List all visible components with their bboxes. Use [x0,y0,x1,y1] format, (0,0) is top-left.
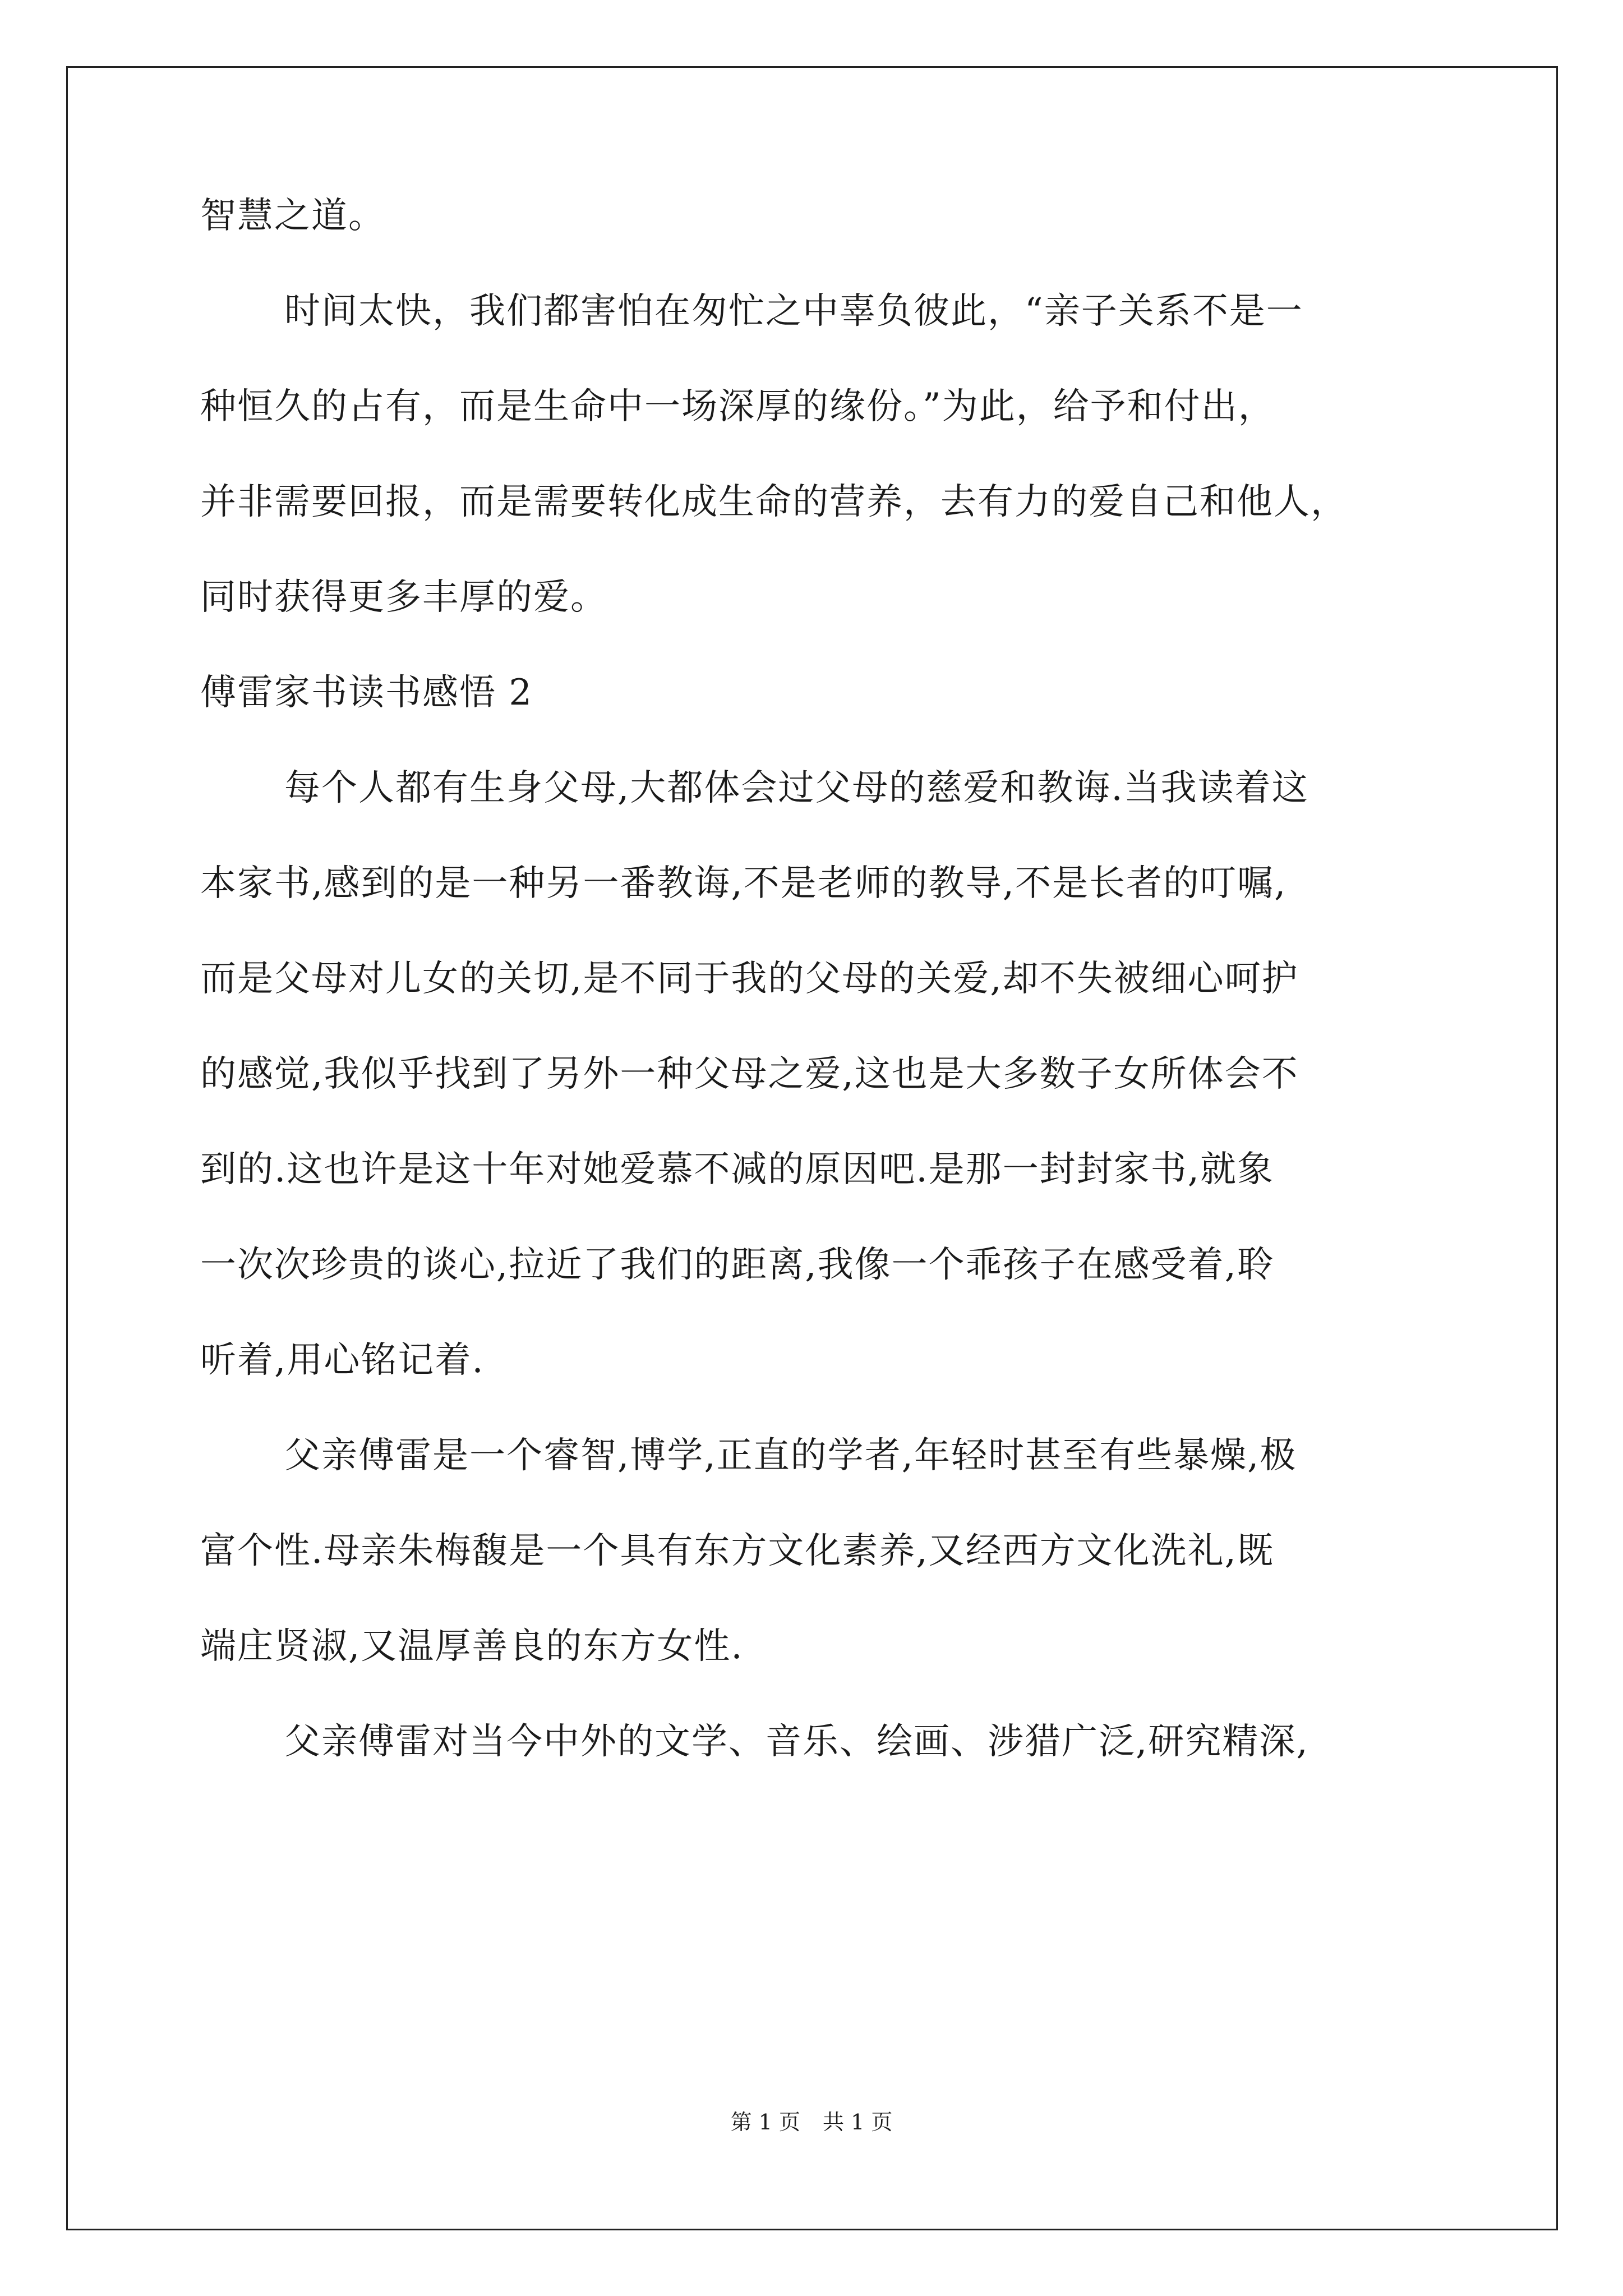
paragraph-line: 富个性.母亲朱梅馥是一个具有东方文化素养,又经西方文化洗礼,既 [200,1530,1275,1572]
paragraph-line: 本家书,感到的是一种另一番教诲,不是老师的教导,不是长者的叮嘱, [200,863,1287,904]
paragraph-line: 父亲傅雷是一个睿智,博学,正直的学者,年轻时甚至有些暴燥,极 [284,1435,1297,1476]
page-total: 共 1 页 [823,2110,893,2134]
paragraph-line: 每个人都有生身父母,大都体会过父母的慈爱和教诲.当我读着这 [284,767,1309,809]
paragraph-line: 智慧之道。 [200,195,385,237]
paragraph-line: 的感觉,我似乎找到了另外一种父母之爱,这也是大多数子女所体会不 [200,1053,1299,1095]
section-title: 傅雷家书读书感悟 2 [200,672,533,714]
paragraph-line: 而是父母对儿女的关切,是不同于我的父母的关爱,却不失被细心呵护 [200,958,1299,1000]
paragraph-line: 到的.这也许是这十年对她爱慕不减的原因吧.是那一封封家书,就象 [200,1149,1275,1190]
paragraph-line: 种恒久的占有，而是生命中一场深厚的缘份。”为此，给予和付出， [200,386,1275,427]
paragraph-line: 并非需要回报，而是需要转化成生命的营养，去有力的爱自己和他人， [200,481,1348,523]
document-body [200,168,1456,1789]
paragraph-line: 时间太快，我们都害怕在匆忙之中辜负彼此，“亲子关系不是一 [284,291,1303,332]
paragraph-line: 一次次珍贵的谈心,拉近了我们的距离,我像一个乖孩子在感受着,聆 [200,1244,1275,1286]
page-number: 第 1 页 [730,2110,800,2134]
paragraph-line: 端庄贤淑,又温厚善良的东方女性. [200,1626,744,1667]
paragraph-line: 听着,用心铭记着. [200,1340,485,1381]
paragraph-line: 同时获得更多丰厚的爱。 [200,577,607,618]
page-footer [0,2105,1623,2136]
paragraph-line: 父亲傅雷对当今中外的文学、音乐、绘画、涉猎广泛,研究精深, [284,1721,1309,1763]
